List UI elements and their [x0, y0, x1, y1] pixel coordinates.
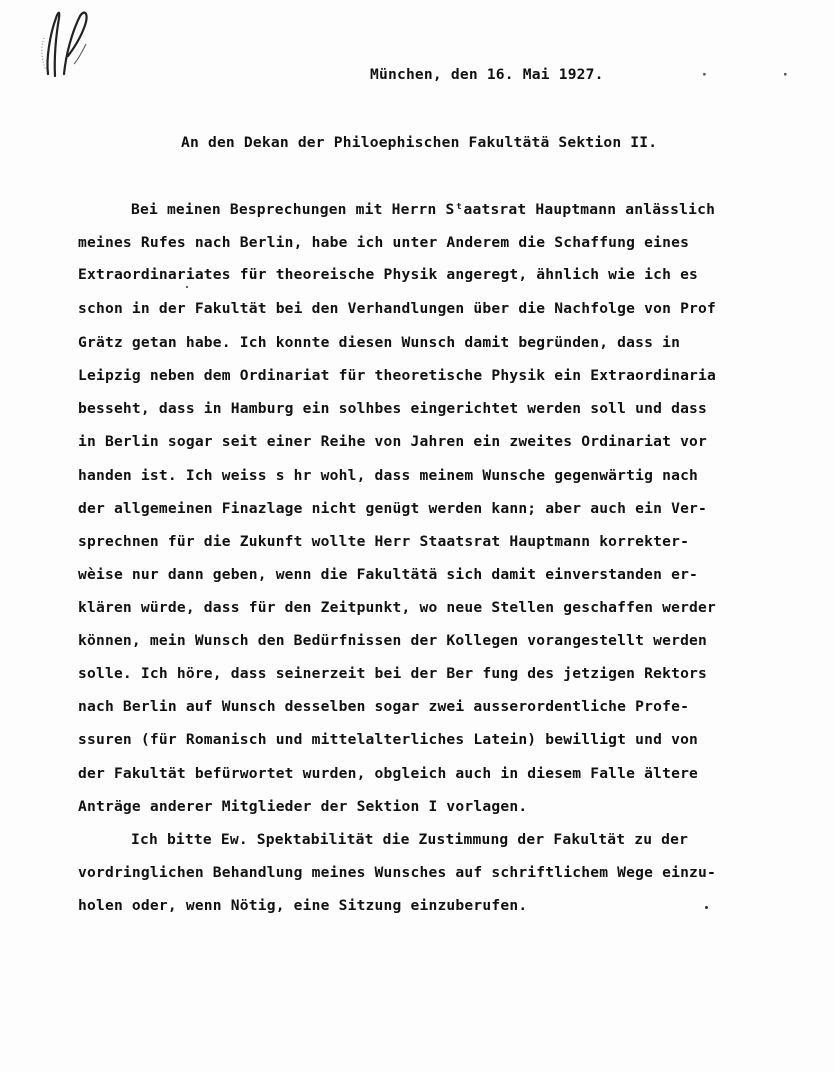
body-line: schon in der Fakultät bei den Verhandlungen über die Nachfolge von Prof	[78, 300, 717, 317]
body-line: ssuren (für Romanisch und mittelalterliches Latein) bewilligt und von	[78, 731, 699, 748]
ink-speck	[186, 286, 188, 288]
ink-speck	[705, 906, 708, 909]
body-line: der Fakultät befürwortet wurden, obgleich auch in diesem Falle ältere	[78, 765, 699, 782]
handwritten-initial-icon	[34, 4, 104, 84]
body-line: Anträge anderer Mitglieder der Sektion I vorlagen.	[78, 798, 528, 815]
body-line: meines Rufes nach Berlin, habe ich unter Anderem die Schaffung eines	[78, 234, 690, 251]
body-line: der allgemeinen Finazlage nicht genügt werden kann; aber auch ein Ver-	[78, 500, 708, 517]
body-line: Bei meinen Besprechungen mit Herrn Sᵗaatsrat Hauptmann anlässlich	[131, 201, 716, 218]
body-line: können, mein Wunsch den Bedürfnissen der Kollegen vorangestellt werden	[78, 632, 708, 649]
body-line: Ich bitte Ew. Spektabilität die Zustimmung der Fakultät zu der	[131, 831, 689, 848]
body-line: solle. Ich höre, dass seinerzeit bei der Ber fung des jetzigen Rektors	[78, 665, 708, 682]
body-line: sprechnen für die Zukunft wollte Herr Staatsrat Hauptmann korrekter-	[78, 533, 690, 550]
body-line: nach Berlin auf Wunsch desselben sogar zwei ausserordentliche Profe-	[78, 698, 690, 715]
letter-addressee: An den Dekan der Philoephischen Fakultätä Sektion II.	[181, 134, 658, 151]
letter-date: München, den 16. Mai 1927.	[370, 66, 604, 83]
body-line: vordringlichen Behandlung meines Wunsches auf schriftlichem Wege einzu-	[78, 864, 717, 881]
body-line: besseht, dass in Hamburg ein solhbes eingerichtet werden soll und dass	[78, 400, 708, 417]
margin-specks: · ·	[700, 66, 790, 83]
body-line: Grätz getan habe. Ich konnte diesen Wunsch damit begründen, dass in	[78, 334, 681, 351]
body-line: Extraordinariates für theoreische Physik angeregt, ähnlich wie ich es	[78, 266, 699, 283]
body-line: handen ist. Ich weiss s hr wohl, dass meinem Wunsche gegenwärtig nach	[78, 467, 699, 484]
body-line: in Berlin sogar seit einer Reihe von Jahren ein zweites Ordinariat vor	[78, 433, 708, 450]
body-line: Leipzig neben dem Ordinariat für theoretische Physik ein Extraordinaria	[78, 367, 717, 384]
body-line: wèise nur dann geben, wenn die Fakultätä sich damit einverstanden er-	[78, 566, 699, 583]
body-line: klären würde, dass für den Zeitpunkt, wo neue Stellen geschaffen werder	[78, 599, 717, 616]
body-line: holen oder, wenn Nötig, eine Sitzung einzuberufen.	[78, 897, 528, 914]
